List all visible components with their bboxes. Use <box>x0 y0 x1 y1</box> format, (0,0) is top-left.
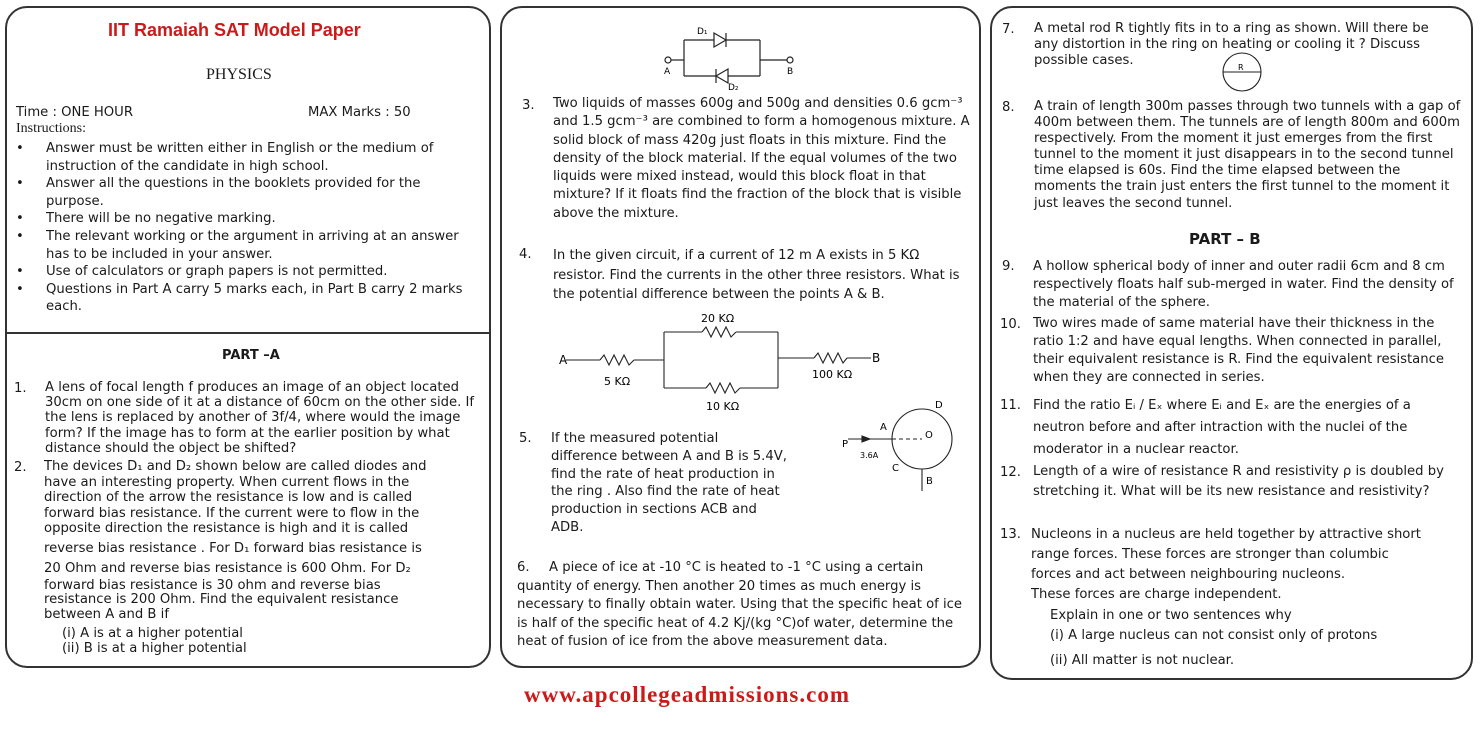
max-marks-label: MAX Marks : 50 <box>308 105 411 120</box>
question-9-text: A hollow spherical body of inner and outer radii 6cm and 8 cm respectively floats half sub-merged in water. Find the density of the material of the sphere. <box>1033 259 1454 310</box>
q13-sub-2: (ii) All matter is not nuclear. <box>1050 653 1235 668</box>
question-number: 4. <box>519 247 532 262</box>
ring-label-o: O <box>925 430 933 441</box>
q2-line: 20 Ohm and reverse bias resistance is 600 Ohm. For D₂ <box>44 560 411 576</box>
q2-line: forward bias resistance is 30 ohm and reverse bias <box>44 577 381 593</box>
question-5-text: If the measured potential difference between A and B is 5.4V, find the rate of heat production in the ring . Also find the rate of heat production in sections ACB and ADB. <box>551 431 787 535</box>
ring-current-label: 3.6A <box>860 451 879 460</box>
q2-sub-2: (ii) B is at a higher potential <box>62 641 247 656</box>
ring-label-p: P <box>842 439 849 450</box>
q2-line: resistance is 200 Ohm. Find the equivalent resistance <box>44 592 399 607</box>
subject-heading: PHYSICS <box>206 66 272 83</box>
resistor-label-100k: 100 KΩ <box>812 368 853 381</box>
footer-website[interactable]: www.apcollegeadmissions.com <box>524 682 850 707</box>
instructions-label: Instructions: <box>16 121 86 136</box>
question-number: 10. <box>1000 317 1021 332</box>
q2-line: have an interesting property. When current flows in the <box>44 474 410 490</box>
question-number: 8. <box>1002 100 1015 115</box>
time-label: Time : ONE HOUR <box>16 105 133 120</box>
q2-line: forward bias resistance. If the current were to flow in the <box>44 505 420 521</box>
q2-sub-1: (i) A is at a higher potential <box>62 626 243 641</box>
instruction-item: • Answer must be written either in English or the medium of instruction of the candidate in high school. <box>14 140 470 175</box>
q13-line: Nucleons in a nucleus are held together by attractive short <box>1031 527 1421 542</box>
q13-line: range forces. These forces are stronger than columbic <box>1031 547 1389 562</box>
q13-line: These forces are charge independent. <box>1031 587 1282 602</box>
resistor-label-5k: 5 KΩ <box>604 375 631 388</box>
instruction-item: • There will be no negative marking. <box>14 210 470 228</box>
question-1-text: A lens of focal length f produces an image of an object located 30cm on one side of it at a distance of 60cm on the other side. If the lens is replaced by another of 3f/4, where would the image form? If the image has to form at the earlier position by what distance should the object be shifted? <box>45 380 475 456</box>
question-10-text: Two wires made of same material have their thickness in the ratio 1:2 and have equal lengths. When connected in parallel, their equivalent resistance is R. Find the equivalent resistance when they are connected in series. <box>1033 316 1444 385</box>
instruction-item: • Answer all the questions in the booklets provided for the purpose. <box>14 175 470 210</box>
instruction-item: • Questions in Part A carry 5 marks each, in Part B carry 2 marks each. <box>14 281 470 316</box>
question-number: 12. <box>1000 465 1021 480</box>
instruction-item: • The relevant working or the argument in arriving at an answer has to be included in your answer. <box>14 228 470 263</box>
question-number: 13. <box>1000 527 1021 542</box>
question-number: 2. <box>14 460 27 475</box>
question-7-text: A metal rod R tightly fits in to a ring as shown. Will there be any distortion in the ring on heating or cooling it ? Discuss possible cases. <box>1034 21 1429 69</box>
question-number: 5. <box>519 431 532 446</box>
q2-line: opposite direction the resistance is high and it is called <box>44 521 409 536</box>
question-4-text: In the given circuit, if a current of 12 m A exists in 5 KΩ resistor. Find the currents in the other three resistors. What is the potential difference between the points A & B. <box>553 248 960 302</box>
q2-line: The devices D₁ and D₂ shown below are called diodes and <box>44 459 427 474</box>
instructions-divider <box>5 332 491 334</box>
question-number: 1. <box>14 381 27 396</box>
question-8-text: A train of length 300m passes through two tunnels with a gap of 400m between them. The tunnels are of length 800m and 600m respectively. From the moment it just emerges from the first tunnel to the moment it just disappears in to the second tunnel time elapsed is 60s. Find the time elapsed between the moments the train just enters the first tunnel to the moment it just leaves the second tunnel. <box>1034 99 1461 211</box>
resistor-label-10k: 10 KΩ <box>706 400 740 413</box>
q13-prompt: Explain in one or two sentences why <box>1050 608 1292 623</box>
q13-line: forces and act between neighbouring nucleons. <box>1031 567 1346 582</box>
node-label-b: B <box>872 351 881 365</box>
q2-line: direction of the arrow the resistance is low and is called <box>44 490 413 505</box>
ring-label-d: D <box>935 400 943 411</box>
question-13-text <box>1031 525 1463 605</box>
question-number: 7. <box>1002 22 1015 37</box>
question-2-text <box>44 459 484 622</box>
question-number: 3. <box>522 98 535 113</box>
instructions-list <box>14 140 470 316</box>
part-b-heading: PART – B <box>1189 230 1261 248</box>
instruction-item: • Use of calculators or graph papers is not permitted. <box>14 263 470 281</box>
question-11-text: Find the ratio Eᵢ / Eₓ where Eᵢ and Eₓ are the energies of a neutron before and after intraction with the nuclei of the moderator in a nuclear reactor. <box>1033 398 1411 457</box>
question-number: 9. <box>1002 259 1015 274</box>
question-12-text: Length of a wire of resistance R and resistivity ρ is doubled by stretching it. What will be its new resistance and resistivity? <box>1033 464 1444 499</box>
diode-label-d1: D₁ <box>697 27 708 37</box>
diode-circuit-figure <box>656 20 806 96</box>
paper-title: IIT Ramaiah SAT Model Paper <box>108 20 361 40</box>
node-label-b: B <box>787 67 794 77</box>
q2-line: between A and B if <box>44 606 169 622</box>
question-number: 6. <box>517 560 530 575</box>
question-number: 11. <box>1000 398 1021 413</box>
resistor-label-20k: 20 KΩ <box>701 312 735 325</box>
ring-label-b: B <box>926 476 933 487</box>
rod-ring-figure <box>1218 52 1268 92</box>
q2-line: reverse bias resistance . For D₁ forward bias resistance is <box>44 540 422 556</box>
node-label-a: A <box>559 353 568 367</box>
part-a-heading: PART –A <box>222 348 280 363</box>
rod-label-r: R <box>1238 63 1244 72</box>
ring-figure <box>840 395 960 495</box>
ring-label-a: A <box>880 422 887 433</box>
diode-label-d2: D₂ <box>728 83 739 93</box>
node-label-a: A <box>664 67 671 77</box>
ring-label-c: C <box>892 463 899 474</box>
question-3-text: Two liquids of masses 600g and 500g and densities 0.6 gcm⁻³ and 1.5 gcm⁻³ are combined to form a homogenous mixture. A solid block of mass 420g just floats in this mixture. Find the density of the block material. If the equal volumes of the two liquids were mixed instead, would this block float in that mixture? If it floats find the fraction of the block that is visible above the mixture. <box>553 96 970 221</box>
question-6-text: A piece of ice at -10 °C is heated to -1 °C using a certain quantity of energy. Then another 20 times as much energy is necessary to finally obtain water. Using that the specific heat of ice is half of the specific heat of 4.2 Kj/(kg °C)of water, determine the heat of fusion of ice from the above measurement data. <box>517 560 963 649</box>
q13-sub-1: (i) A large nucleus can not consist only of protons <box>1050 628 1378 643</box>
